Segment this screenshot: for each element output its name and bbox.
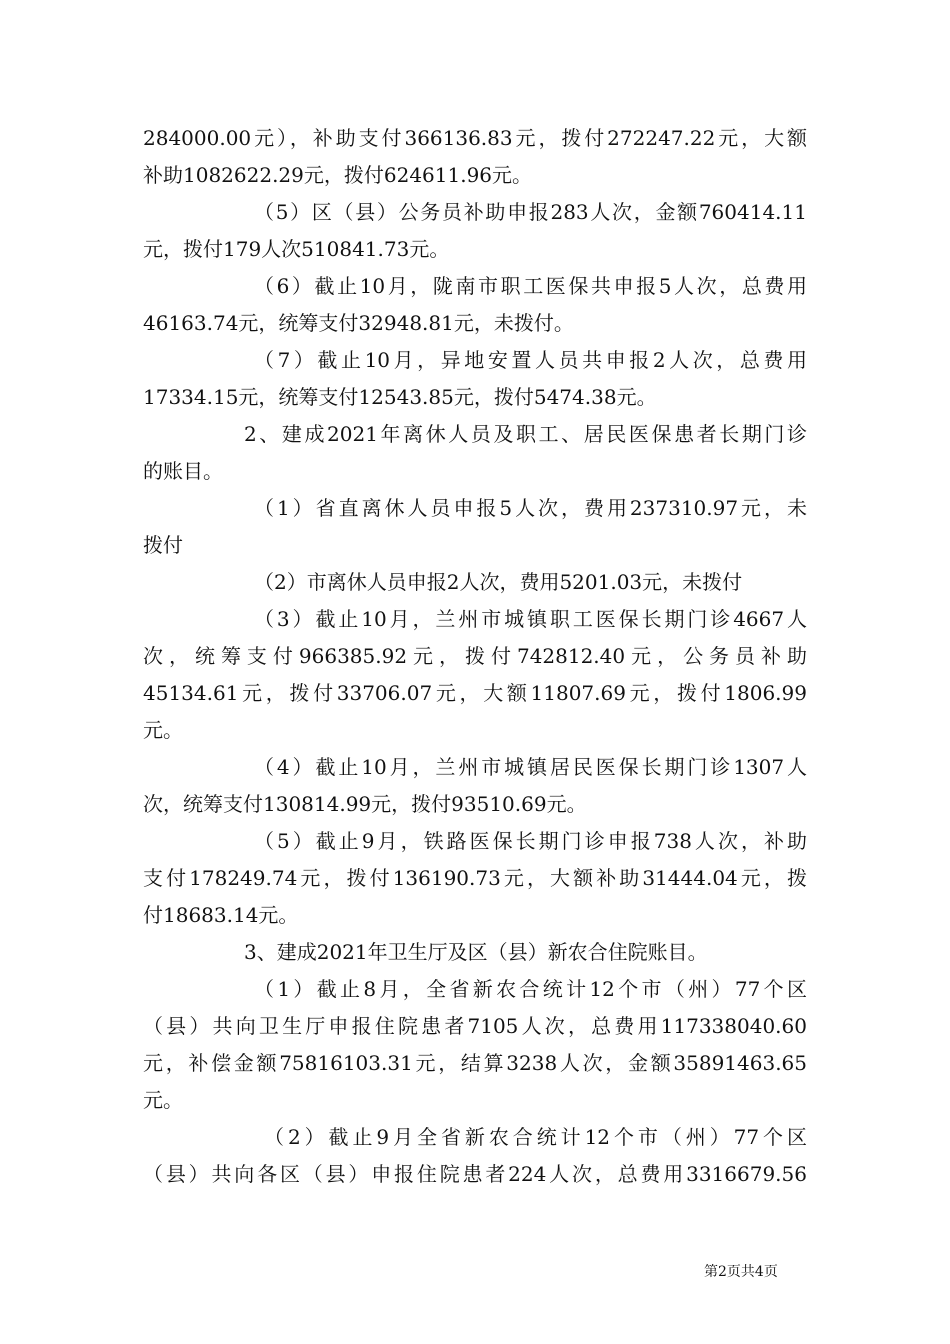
text-line: （县）共向各区（县）申报住院患者224人次，总费用3316679.56 bbox=[143, 1162, 807, 1186]
text-line: 付18683.14元。 bbox=[143, 903, 299, 927]
text-line: 元，补偿金额75816103.31元，结算3238人次，金额35891463.65 bbox=[143, 1051, 807, 1075]
text-line: 支付178249.74元，拨付136190.73元，大额补助31444.04元，拨 bbox=[143, 866, 807, 890]
text-line: 45134.61元，拨付33706.07元，大额11807.69元，拨付1806.99 bbox=[143, 681, 807, 705]
text-line: （2）截止9月全省新农合统计12个市（州）77个区 bbox=[264, 1125, 807, 1149]
text-line: 17334.15元，统筹支付12543.85元，拨付5474.38元。 bbox=[143, 385, 657, 409]
text-line: 元。 bbox=[143, 1088, 183, 1112]
text-line: 拨付 bbox=[143, 533, 183, 557]
text-line: （5）区（县）公务员补助申报283人次，金额760414.11 bbox=[254, 200, 807, 224]
text-line: （1）截止8月，全省新农合统计12个市（州）77个区 bbox=[254, 977, 807, 1001]
text-line: 补助1082622.29元，拨付624611.96元。 bbox=[143, 163, 533, 187]
text-line: 46163.74元，统筹支付32948.81元，未拨付。 bbox=[143, 311, 574, 335]
text-line: 2、建成2021年离休人员及职工、居民医保患者长期门诊 bbox=[244, 422, 807, 446]
text-line: 元，拨付179人次510841.73元。 bbox=[143, 237, 450, 261]
text-line: （2）市离休人员申报2人次，费用5201.03元，未拨付 bbox=[254, 570, 743, 594]
text-line: （7）截止10月，异地安置人员共申报2人次，总费用 bbox=[254, 348, 807, 372]
text-line: （5）截止9月，铁路医保长期门诊申报738人次，补助 bbox=[254, 829, 807, 853]
text-line: （4）截止10月，兰州市城镇居民医保长期门诊1307人 bbox=[254, 755, 807, 779]
text-line: （3）截止10月，兰州市城镇职工医保长期门诊4667人 bbox=[254, 607, 807, 631]
page-number-footer: 第2页共4页 bbox=[704, 1264, 778, 1280]
text-line: （1）省直离休人员申报5人次，费用237310.97元，未 bbox=[254, 496, 807, 520]
text-line: （6）截止10月，陇南市职工医保共申报5人次，总费用 bbox=[254, 274, 807, 298]
text-line: （县）共向卫生厅申报住院患者7105人次，总费用117338040.60 bbox=[143, 1014, 807, 1038]
text-line: 元。 bbox=[143, 718, 183, 742]
text-line: 284000.00元），补助支付366136.83元，拨付272247.22元，大额 bbox=[143, 126, 807, 150]
text-line: 次，统筹支付966385.92元，拨付742812.40元，公务员补助 bbox=[143, 644, 807, 668]
text-line: 的账目。 bbox=[143, 459, 223, 483]
text-line: 3、建成2021年卫生厅及区（县）新农合住院账目。 bbox=[244, 940, 708, 964]
text-line: 次，统筹支付130814.99元，拨付93510.69元。 bbox=[143, 792, 587, 816]
